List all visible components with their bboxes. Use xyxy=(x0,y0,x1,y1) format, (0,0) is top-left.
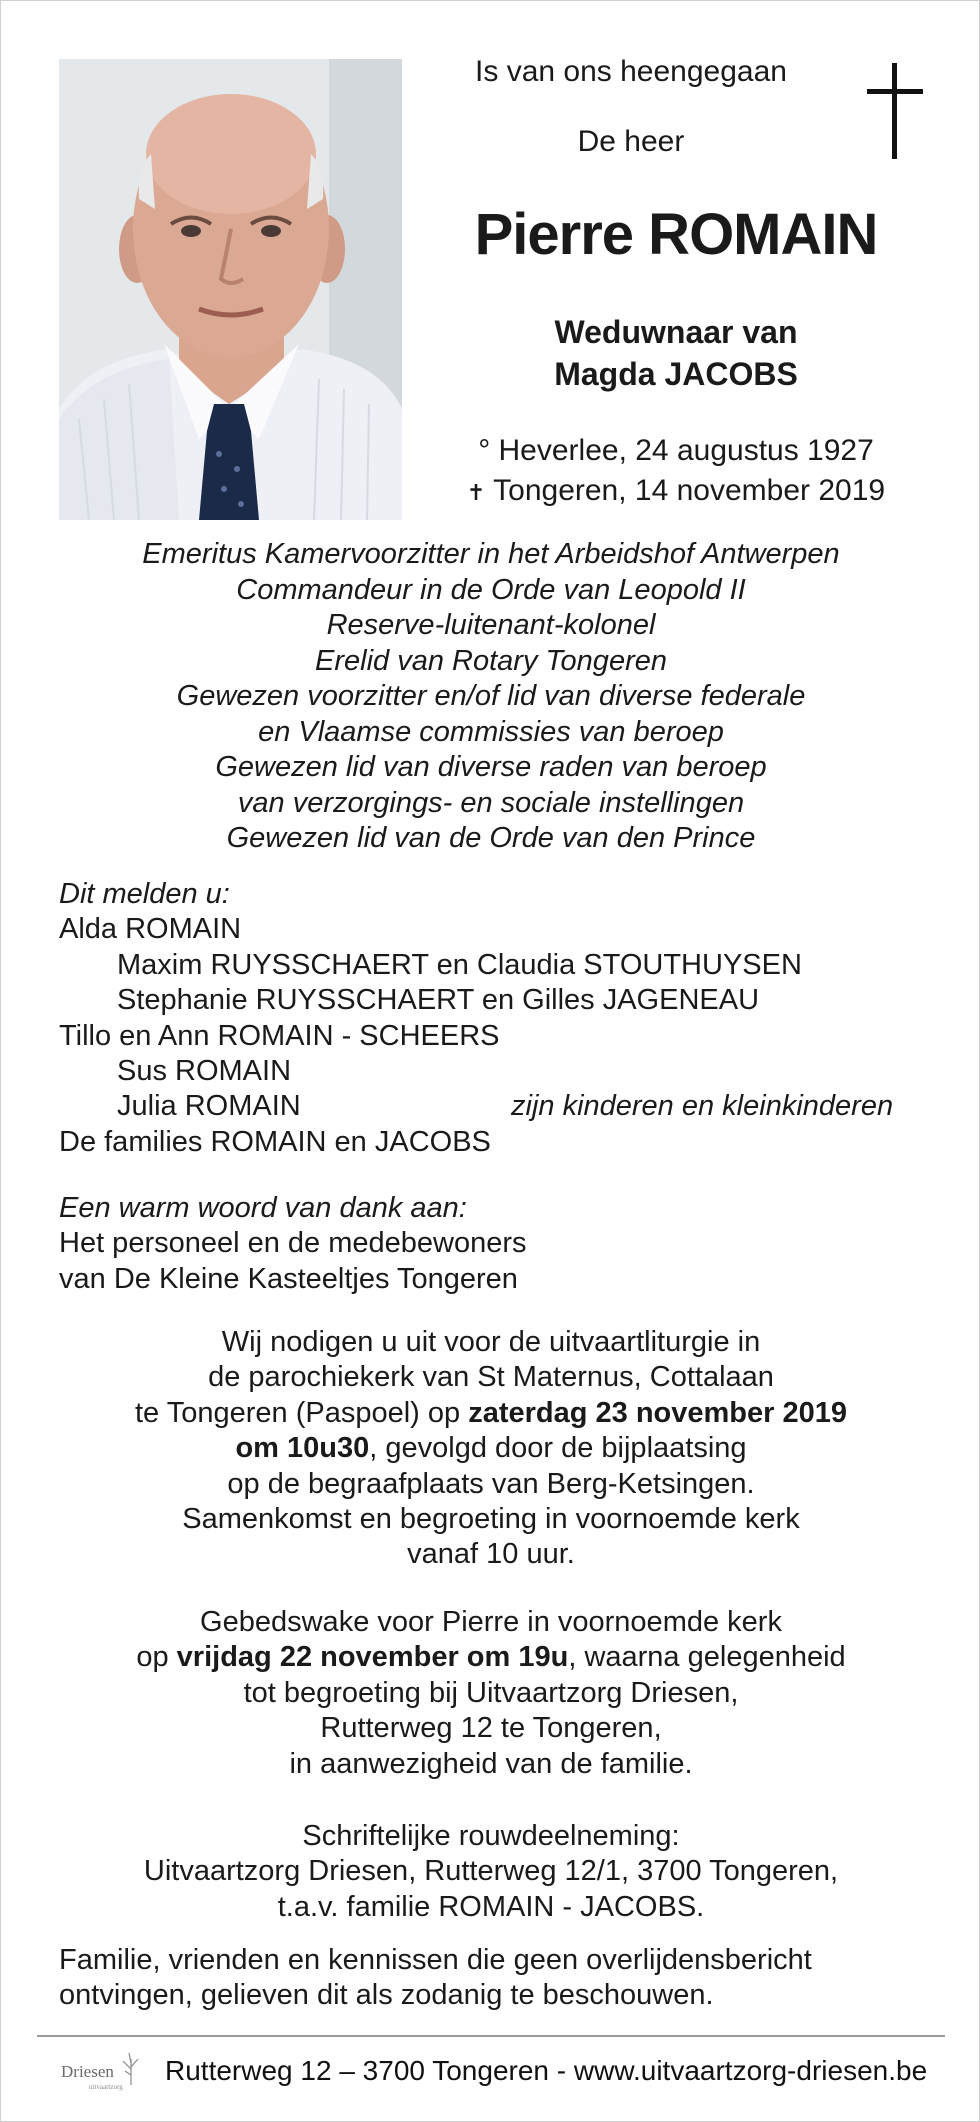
funeral-text: te Tongeren (Paspoel) op xyxy=(134,1396,469,1429)
closing-note xyxy=(59,1943,939,2014)
tree-logo-icon xyxy=(59,2045,139,2101)
condolence-address xyxy=(41,1819,941,1925)
family-member: Julia ROMAIN xyxy=(117,1090,301,1123)
title-line: van verzorgings- en sociale instellingen xyxy=(237,786,745,819)
portrait-photo xyxy=(59,59,402,520)
wake-text: , waarna gelegenheid xyxy=(568,1641,846,1674)
family-member: Alda ROMAIN xyxy=(59,913,242,946)
widow-of xyxy=(481,311,871,395)
funeral-date: zaterdag 23 november 2019 xyxy=(468,1396,847,1429)
relation-note: zijn kinderen en kleinkinderen xyxy=(511,1090,894,1123)
funeral-time: om 10u30 xyxy=(235,1432,370,1465)
note-line: Familie, vrienden en kennissen die geen overlijdensbericht xyxy=(59,1944,812,1976)
thanks-section xyxy=(59,1191,939,1297)
family-announcement xyxy=(59,877,939,1160)
widow-line-1: Weduwnaar van xyxy=(554,314,798,350)
announce-heading: Dit melden u: xyxy=(59,878,230,910)
death-date-row xyxy=(441,471,911,513)
wake-line: Gebedswake voor Pierre in voornoemde kerk xyxy=(200,1606,782,1638)
title-line: Gewezen lid van de Orde van den Prince xyxy=(226,822,756,854)
wake-text: op xyxy=(136,1641,177,1674)
condolence-line: t.a.v. familie ROMAIN - JACOBS. xyxy=(277,1890,705,1923)
funeral-line xyxy=(41,1396,941,1431)
family-member: Stephanie RUYSSCHAERT en Gilles JAGENEAU xyxy=(117,984,760,1017)
intro-text: Is van ons heengegaan xyxy=(475,55,787,88)
title-line: Erelid van Rotary Tongeren xyxy=(315,644,667,677)
small-cross-icon: ✝ xyxy=(466,480,486,505)
cross-icon xyxy=(867,63,923,159)
family-member: Tillo en Ann ROMAIN - SCHEERS xyxy=(59,1019,500,1052)
wake-line: tot begroeting bij Uitvaartzorg Driesen, xyxy=(243,1676,739,1709)
salutation: De heer xyxy=(577,125,685,158)
deceased-name: Pierre ROMAIN xyxy=(474,202,878,267)
title-line: Commandeur in de Orde van Leopold II xyxy=(236,573,746,606)
life-dates xyxy=(441,431,911,513)
title-line: Gewezen lid van diverse raden van beroep xyxy=(215,751,767,783)
funeral-line: de parochiekerk van St Maternus, Cottalaan xyxy=(208,1361,774,1394)
footer-divider xyxy=(37,2035,945,2037)
family-member: Sus ROMAIN xyxy=(117,1055,292,1088)
logo-text: Driesen xyxy=(61,2062,114,2081)
funeral-line: Wij nodigen u uit voor de uitvaartliturgie in xyxy=(221,1326,761,1358)
note-line: ontvingen, gelieven dit als zodanig te beschouwen. xyxy=(59,1979,714,2012)
family-member: De families ROMAIN en JACOBS xyxy=(59,1125,491,1158)
funeral-line: op de begraafplaats van Berg-Ketsingen. xyxy=(227,1467,755,1500)
logo-subtext: uitvaartzorg xyxy=(89,2083,123,2091)
funeral-line: Samenkomst en begroeting in voornoemde kerk xyxy=(182,1503,800,1536)
funeral-text: , gevolgd door de bijplaatsing xyxy=(369,1432,747,1465)
birth-date: ° Heverlee, 24 augustus 1927 xyxy=(478,434,874,467)
condolence-line: Uitvaartzorg Driesen, Rutterweg 12/1, 3700 Tongeren, xyxy=(143,1855,839,1888)
title-line: Emeritus Kamervoorzitter in het Arbeidshof Antwerpen xyxy=(142,538,840,570)
wake-datetime: vrijdag 22 november om 19u xyxy=(176,1641,569,1674)
footer-address: Rutterweg 12 – 3700 Tongeren - www.uitvaartzorg-driesen.be xyxy=(165,2055,928,2086)
prayer-wake xyxy=(41,1605,941,1782)
funeral-line: vanaf 10 uur. xyxy=(407,1538,575,1571)
wake-line xyxy=(41,1640,941,1675)
title-line: Reserve-luitenant-kolonel xyxy=(326,609,656,641)
title-line: en Vlaamse commissies van beroep xyxy=(258,715,724,748)
funeral-details xyxy=(41,1325,941,1573)
death-date: Tongeren, 14 november 2019 xyxy=(485,474,886,507)
title-line: Gewezen voorzitter en/of lid van diverse federale xyxy=(176,680,806,712)
portrait-illustration xyxy=(59,59,402,520)
family-member-row xyxy=(59,1089,939,1124)
wake-line: Rutterweg 12 te Tongeren, xyxy=(320,1712,662,1745)
thanks-heading: Een warm woord van dank aan: xyxy=(59,1192,467,1224)
honorary-titles xyxy=(1,537,980,857)
wake-line: in aanwezigheid van de familie. xyxy=(289,1747,693,1780)
thanks-line: van De Kleine Kasteeltjes Tongeren xyxy=(59,1262,518,1295)
funeral-line xyxy=(41,1431,941,1466)
widow-line-2: Magda JACOBS xyxy=(554,356,798,392)
condolence-line: Schriftelijke rouwdeelneming: xyxy=(302,1820,680,1852)
thanks-line: Het personeel en de medebewoners xyxy=(59,1227,527,1260)
family-member: Maxim RUYSSCHAERT en Claudia STOUTHUYSEN xyxy=(117,948,802,981)
